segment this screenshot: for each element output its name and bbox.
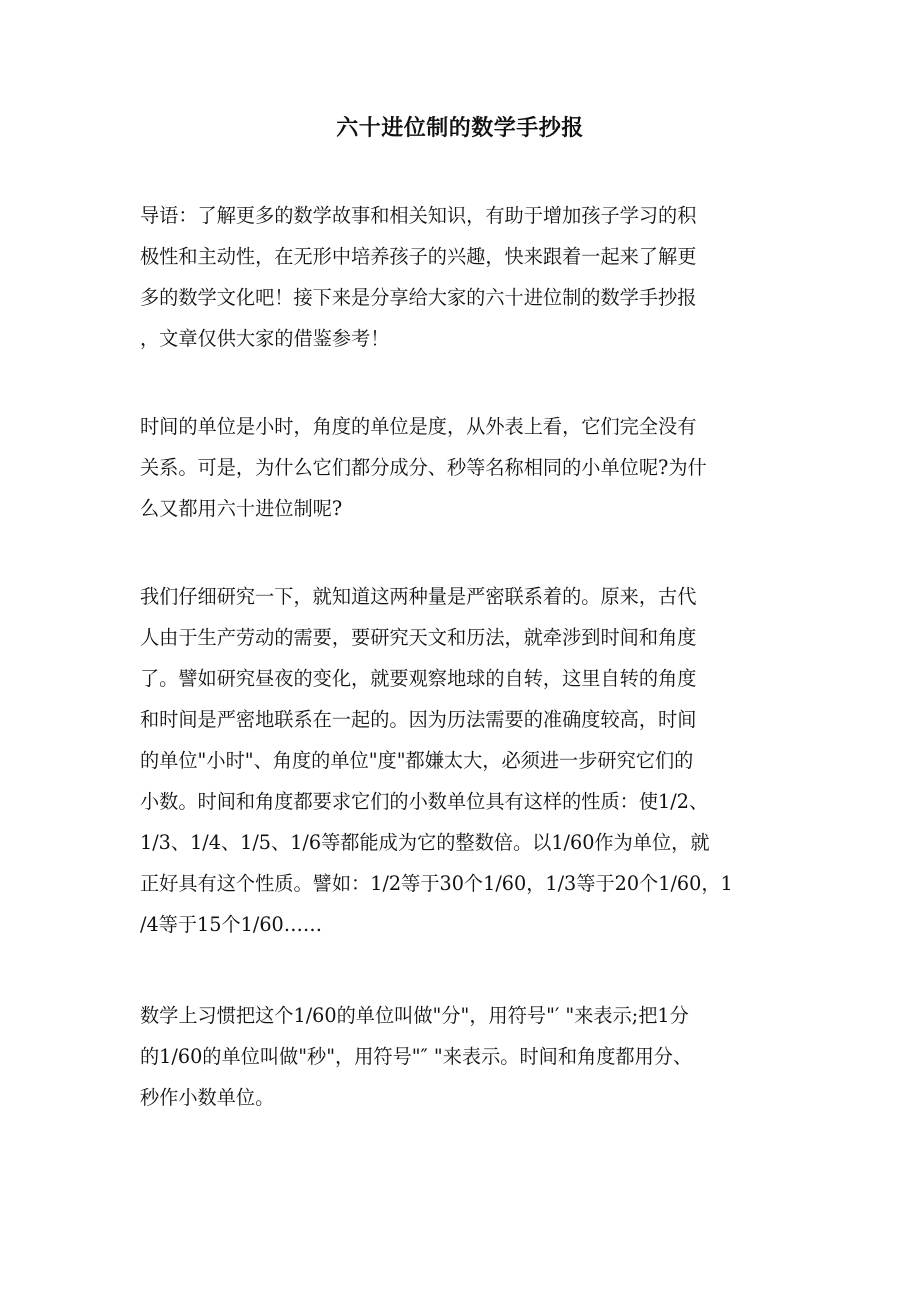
paragraph-explanation: [140, 576, 780, 945]
paragraph-intro: [140, 195, 780, 359]
document-title: 六十进位制的数学手抄报: [336, 115, 584, 141]
text-line: 多的数学文化吧！接下来是分享给大家的六十进位制的数学手抄报: [140, 286, 697, 309]
text-line: 人由于生产劳动的需要，要研究天文和历法，就牵涉到时间和角度: [140, 626, 697, 649]
text-line: 时间的单位是小时，角度的单位是度，从外表上看，它们完全没有: [140, 415, 697, 438]
text-line: 了。譬如研究昼夜的变化，就要观察地球的自转，这里自转的角度: [140, 667, 697, 690]
text-line: 导语：了解更多的数学故事和相关知识，有助于增加孩子学习的积: [140, 204, 697, 227]
text-line: 小数。时间和角度都要求它们的小数单位具有这样的性质：使1/2、: [140, 790, 709, 813]
paragraph-units: [140, 995, 780, 1118]
text-line: 么又都用六十进位制呢?: [140, 497, 343, 520]
text-line: 1/3、1/4、1/5、1/6等都能成为它的整数倍。以1/60作为单位，就: [140, 831, 710, 854]
text-line: 正好具有这个性质。譬如：1/2等于30个1/60，1/3等于20个1/60，1: [140, 872, 733, 895]
text-line: /4等于15个1/60……: [140, 913, 323, 936]
text-line: 和时间是严密地联系在一起的。因为历法需要的准确度较高，时间: [140, 708, 697, 731]
text-line: 我们仔细研究一下，就知道这两种量是严密联系着的。原来，古代: [140, 585, 697, 608]
text-line: 关系。可是，为什么它们都分成分、秒等名称相同的小单位呢?为什: [140, 456, 707, 479]
paragraph-question: [140, 406, 780, 529]
text-line: 极性和主动性，在无形中培养孩子的兴趣，快来跟着一起来了解更: [140, 245, 697, 268]
text-line: 秒作小数单位。: [140, 1086, 275, 1109]
text-line: ，文章仅供大家的借鉴参考！: [140, 327, 390, 350]
text-line: 的单位"小时"、角度的单位"度"都嫌太大，必须进一步研究它们的: [140, 749, 694, 772]
text-line: 数学上习惯把这个1/60的单位叫做"分"，用符号"′ "来表示;把1分: [140, 1004, 689, 1027]
text-line: 的1/60的单位叫做"秒"，用符号"″ "来表示。时间和角度都用分、: [140, 1045, 693, 1068]
